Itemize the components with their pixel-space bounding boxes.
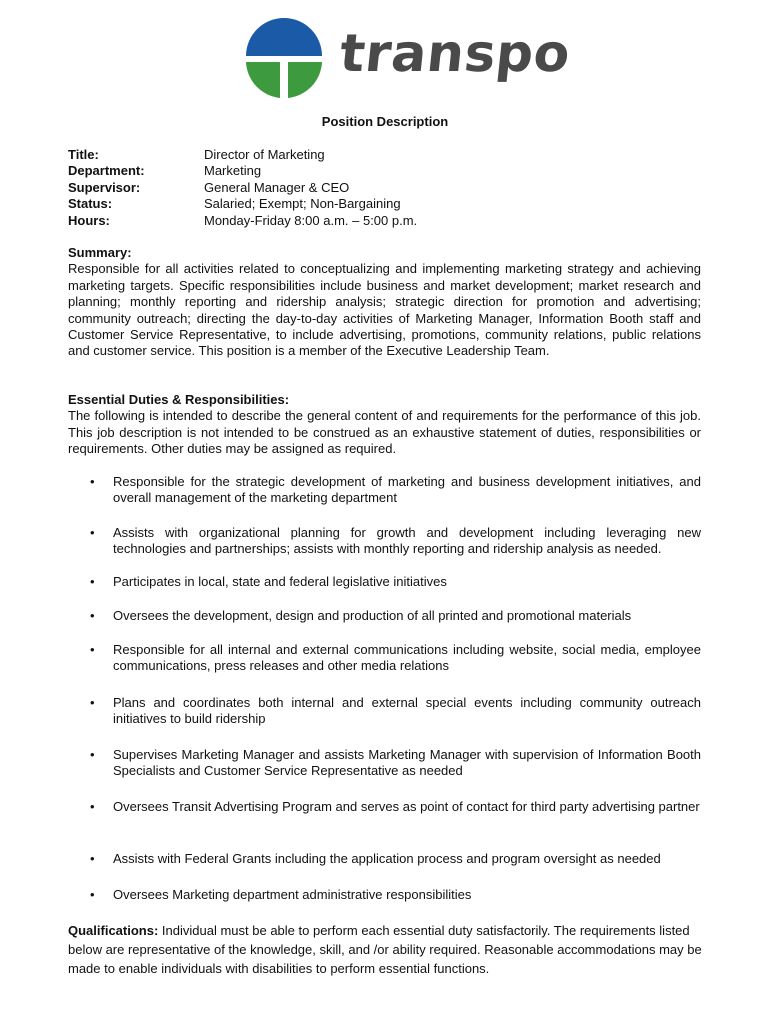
duty-text: Participates in local, state and federal legislative initiatives <box>113 574 447 589</box>
duties-section <box>68 392 701 458</box>
duty-text: Responsible for the strategic development of marketing and business development initiatives, and overall management of the marketing department <box>113 474 701 506</box>
duty-text: Assists with organizational planning for growth and development including leveraging new technologies and partnerships; assists with monthly reporting and ridership analysis as needed. <box>113 525 701 557</box>
bullet-icon: • <box>90 574 95 589</box>
list-item <box>68 887 701 903</box>
duty-text: Supervises Marketing Manager and assists Marketing Manager with supervision of Information Booth Specialists and Customer Service Representative as needed <box>113 747 701 779</box>
duty-text: Oversees Transit Advertising Program and serves as point of contact for third party advertising partner <box>113 799 700 814</box>
summary-text: Responsible for all activities related to conceptualizing and implementing marketing strategy and achieving marketing targets. Specific responsibilities include business and market development; market research and planning; monthly reporting and ridership analysis; strategic direction for promotion and advertising; community outreach; directing the day-to-day activities of Marketing Manager, Information Booth staff and Customer Service Representative, to include advertising, promotions, community relations, public relations and customer service. This position is a member of the Executive Leadership Team. <box>68 261 701 359</box>
transpo-wordmark: transpo <box>336 24 574 84</box>
field-row-status <box>68 196 417 212</box>
duty-text: Assists with Federal Grants including the application process and program oversight as needed <box>113 851 661 866</box>
list-item <box>68 574 701 590</box>
duty-text: Oversees the development, design and production of all printed and promotional materials <box>113 608 632 623</box>
field-label: Title: <box>68 147 99 162</box>
duty-text: Plans and coordinates both internal and external special events including community outreach initiatives to build ridership <box>113 695 701 727</box>
bullet-icon: • <box>90 851 95 866</box>
field-label: Supervisor: <box>68 179 141 195</box>
field-value: General Manager & CEO <box>204 179 350 195</box>
summary-heading: Summary: <box>68 245 132 260</box>
bullet-icon: • <box>90 887 95 902</box>
bullet-icon: • <box>90 747 95 762</box>
list-item <box>68 799 701 815</box>
qualifications-heading: Qualifications: <box>68 923 159 938</box>
list-item <box>68 642 701 675</box>
bullet-icon: • <box>90 608 95 623</box>
field-value: Monday-Friday 8:00 a.m. – 5:00 p.m. <box>204 212 418 228</box>
bullet-icon: • <box>90 474 95 489</box>
position-fields <box>68 147 417 229</box>
field-label: Status: <box>68 196 113 212</box>
list-item <box>68 695 701 728</box>
bullet-icon: • <box>90 642 95 657</box>
document-title: Position Description <box>321 114 449 129</box>
transpo-logo-mark-icon <box>244 18 334 98</box>
field-row-supervisor <box>68 180 417 196</box>
qualifications-text: Individual must be able to perform each essential duty satisfactorily. The requirements listed below are representative of the knowledge, skill, and /or ability required. Reasonable accommodations may be made to enable individuals with disabilities to perform essential functions. <box>68 923 702 976</box>
field-value: Director of Marketing <box>204 147 325 162</box>
list-item <box>68 747 701 780</box>
field-row-hours <box>68 213 417 229</box>
duty-text: Oversees Marketing department administrative responsibilities <box>113 887 472 902</box>
field-row-title <box>68 147 417 163</box>
qualifications-section <box>68 921 708 978</box>
field-value: Marketing <box>204 163 262 179</box>
duties-heading: Essential Duties & Responsibilities: <box>68 392 290 407</box>
duties-intro: The following is intended to describe the general content of and requirements for the performance of this job. This job description is not intended to be construed as an exhaustive statement of duties, responsibilities or requirements. Other duties may be assigned as required. <box>68 408 701 457</box>
field-label: Department: <box>68 163 145 179</box>
duty-text: Responsible for all internal and external communications including website, social media, employee communications, press releases and other media relations <box>113 642 701 674</box>
list-item <box>68 851 701 867</box>
bullet-icon: • <box>90 695 95 710</box>
list-item <box>68 474 701 507</box>
field-value: Salaried; Exempt; Non-Bargaining <box>204 196 401 212</box>
transpo-logo <box>244 18 574 98</box>
list-item <box>68 525 701 558</box>
bullet-icon: • <box>90 525 95 540</box>
field-row-department <box>68 163 417 179</box>
summary-section <box>68 245 701 360</box>
list-item <box>68 608 701 624</box>
bullet-icon: • <box>90 799 95 814</box>
field-label: Hours: <box>68 212 110 228</box>
